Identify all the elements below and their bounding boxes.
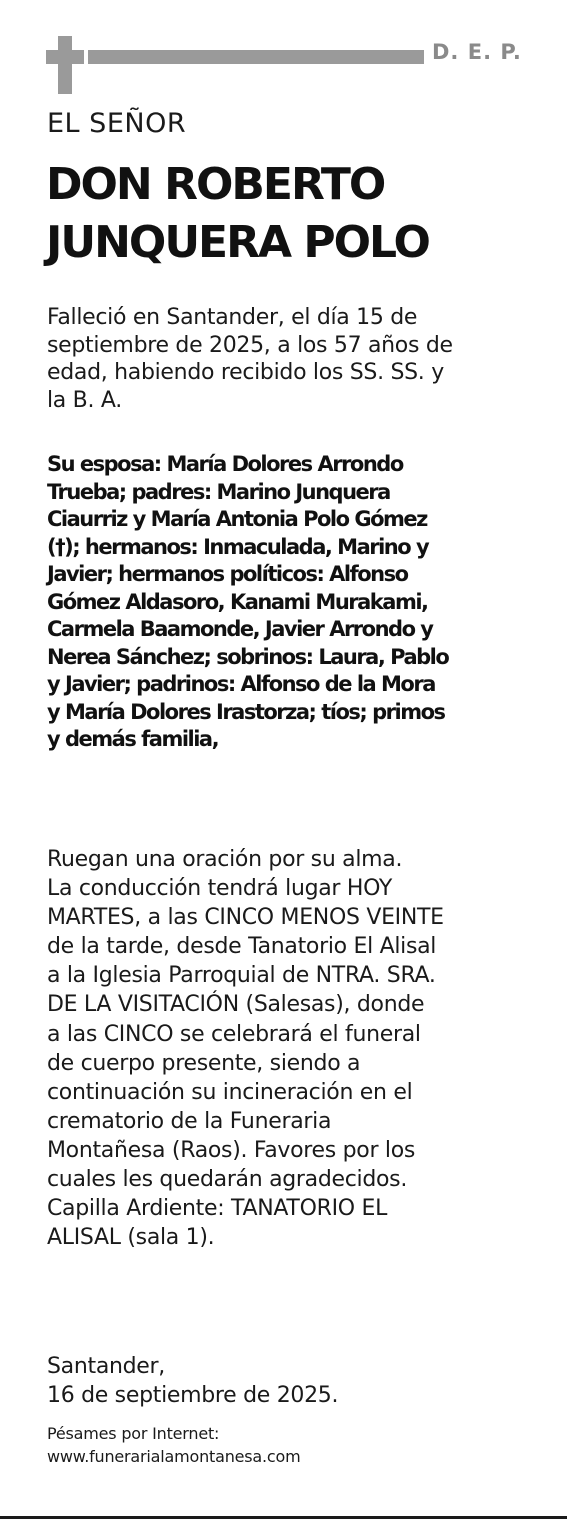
service-line: ALISAL (sala 1). [47,1225,215,1251]
honorific: EL SEÑOR [47,108,187,139]
service-line: DE LA VISITACIÓN (Salesas), donde [47,992,425,1018]
family-line: Javier; hermanos políticos: Alfonso [47,562,408,586]
deceased-name-line: JUNQUERA POLO [46,217,429,268]
service-line: continuación su incineración en el [47,1079,413,1105]
service-line: de cuerpo presente, siendo a [47,1050,361,1076]
place-line: Santander, [47,1354,165,1379]
date-line: 16 de septiembre de 2025. [47,1383,339,1408]
deceased-name [46,156,526,272]
service-line: cuales les quedarán agradecidos. [47,1167,408,1193]
condolence-label: Pésames por Internet: [47,1424,220,1443]
dep-label: D. E. P. [432,40,522,64]
service-line: crematorio de la Funeraria [47,1108,332,1134]
family-line: Carmela Baamonde, Javier Arrondo y [47,617,433,641]
service-line: Montañesa (Raos). Favores por los [47,1137,416,1163]
condolence-url: www.funerarialamontanesa.com [47,1447,301,1466]
family-line: y Javier; padrinos: Alfonso de la Mora [47,672,435,696]
family-line: y demás familia, [47,727,219,751]
service-line: a la Iglesia Parroquial de NTRA. SRA. [47,963,436,989]
condolence-info [47,1422,527,1468]
latin-cross-icon [46,36,84,94]
family-list [47,451,527,754]
service-line: La conducción tendrá lugar HOY [47,876,393,902]
family-line: Nerea Sánchez; sobrinos: Laura, Pablo [47,644,449,669]
family-line: Gómez Aldasoro, Kanami Murakami, [47,589,428,614]
death-notice [47,304,527,414]
family-line: y María Dolores Irastorza; tíos; primos [47,699,445,724]
death-notice-line: edad, habiendo recibido los SS. SS. y [47,360,444,385]
death-notice-line: septiembre de 2025, a los 57 años de [47,332,453,358]
service-line: Capilla Ardiente: TANATORIO EL [47,1196,388,1222]
death-notice-line: la B. A. [47,387,122,413]
family-line: Su esposa: María Dolores Arrondo [47,452,403,476]
family-line: (†); hermanos: Inmaculada, Marino y [47,534,429,559]
service-line: a las CINCO se celebrará el funeral [47,1021,421,1047]
deceased-name-line: DON ROBERTO [46,159,385,210]
place-date [47,1352,527,1410]
service-line: de la tarde, desde Tanatorio El Alisal [47,934,437,960]
header-rule [88,50,424,64]
family-line: Ciaurriz y María Antonia Polo Gómez [47,507,427,531]
service-details [47,845,527,1252]
death-notice-line: Falleció en Santander, el día 15 de [47,305,418,330]
service-line: MARTES, a las CINCO MENOS VEINTE [47,905,444,931]
family-line: Trueba; padres: Marino Junquera [47,479,390,504]
service-line: Ruegan una oración por su alma. [47,847,403,872]
